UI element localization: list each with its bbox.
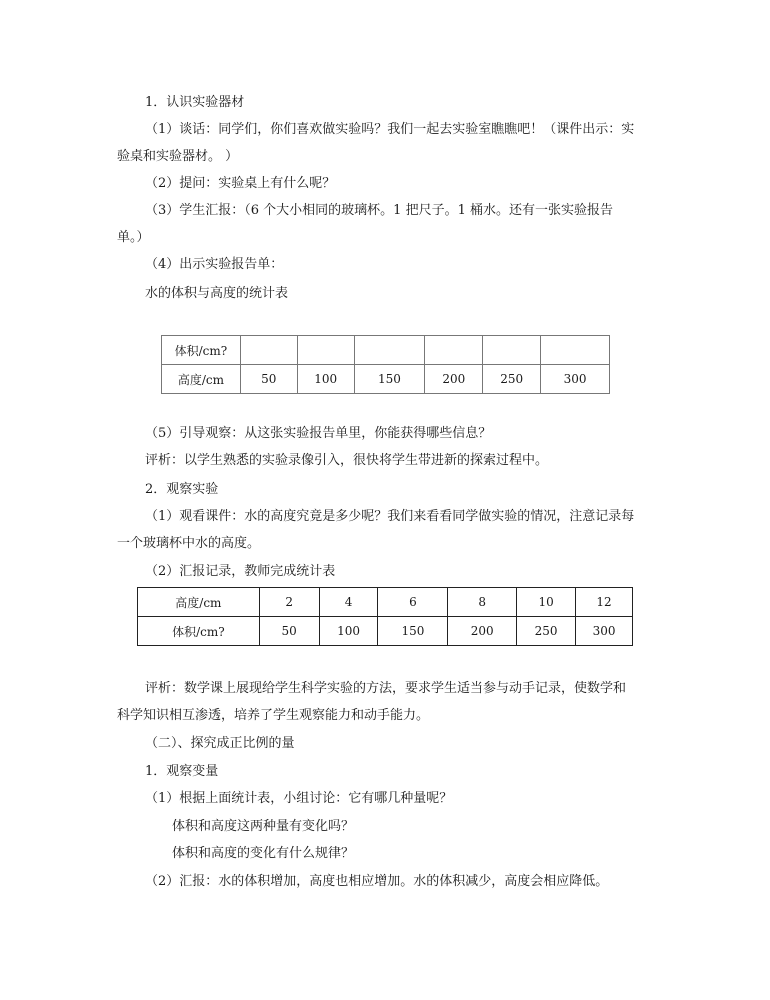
row-label: 体积/cm? [138,617,260,646]
paragraph-guide-observe: （5）引导观察：从这张实验报告单里，你能获得哪些信息？ [145,426,492,441]
table-cell [541,336,610,365]
table-cell: 300 [541,365,610,394]
table-cell: 4 [319,588,378,617]
paragraph-report-record: （2）汇报记录，教师完成统计表 [145,564,336,579]
table-cell [354,336,425,365]
sub-heading-observe-variables: 1．观察变量 [145,764,219,779]
table-cell: 50 [259,617,319,646]
question-change: 体积和高度这两种量有变化吗？ [172,819,355,834]
table-cell: 300 [576,617,633,646]
table-cell: 200 [448,617,517,646]
paragraph-report-result: （2）汇报：水的体积增加，高度也相应增加。水的体积减少，高度会相应降低。 [145,874,609,889]
question-pattern: 体积和高度的变化有什么规律？ [172,846,355,861]
row-label: 高度/cm [162,365,241,394]
table-cell: 2 [259,588,319,617]
paragraph-watch-line2: 一个玻璃杯中水的高度。 [117,536,261,551]
paragraph-report-line2: 单。） [117,230,150,245]
paragraph-show-report: （4）出示实验报告单： [145,257,284,272]
volume-height-table-1 [161,335,610,394]
paragraph-comment-2-line2: 科学知识相互渗透，培养了学生观察能力和动手能力。 [117,708,430,723]
paragraph-comment-2-line1: 评析：数学课上展现给学生科学实验的方法，要求学生适当参与动手记录，使数学和 [145,681,627,696]
table-cell: 250 [483,365,541,394]
paragraph-comment-1: 评析：以学生熟悉的实验录像引入，很快将学生带进新的探索过程中。 [145,453,549,468]
table-cell: 150 [354,365,425,394]
paragraph-group-discussion: （1）根据上面统计表，小组讨论：它有哪几种量呢？ [145,791,453,806]
table-cell: 150 [378,617,448,646]
paragraph-question: （2）提问：实验桌上有什么呢？ [145,176,336,191]
table-cell [297,336,354,365]
section-heading-observe-experiment: 2．观察实验 [145,482,219,497]
table-cell: 100 [319,617,378,646]
table-cell: 50 [240,365,297,394]
table-cell [240,336,297,365]
volume-height-table-2 [137,587,633,646]
row-label: 体积/cm? [162,336,241,365]
row-label: 高度/cm [138,588,260,617]
table-row [162,336,610,365]
table-cell: 200 [425,365,483,394]
table-row [138,588,633,617]
paragraph-report-line1: （3）学生汇报：（6 个大小相同的玻璃杯。1 把尺子。1 桶水。还有一张实验报告 [145,203,613,218]
table-row [138,617,633,646]
table-cell: 6 [378,588,448,617]
table-cell: 12 [576,588,633,617]
table-cell: 10 [517,588,576,617]
table-cell [483,336,541,365]
table-cell [425,336,483,365]
table-cell: 8 [448,588,517,617]
section-heading-proportional: （二）、探究成正比例的量 [145,736,295,751]
paragraph-watch-line1: （1）观看课件：水的高度究竟是多少呢？我们来看看同学做实验的情况，注意记录每 [145,509,635,524]
paragraph-talk-line2: 验桌和实验器材。 ） [117,149,239,164]
table-title: 水的体积与高度的统计表 [145,286,289,301]
table-row [162,365,610,394]
table-cell: 250 [517,617,576,646]
paragraph-talk-line1: （1）谈话：同学们，你们喜欢做实验吗？我们一起去实验室瞧瞧吧！（课件出示：实 [145,122,635,137]
table-cell: 100 [297,365,354,394]
section-heading-equipment: 1．认识实验器材 [145,95,245,110]
